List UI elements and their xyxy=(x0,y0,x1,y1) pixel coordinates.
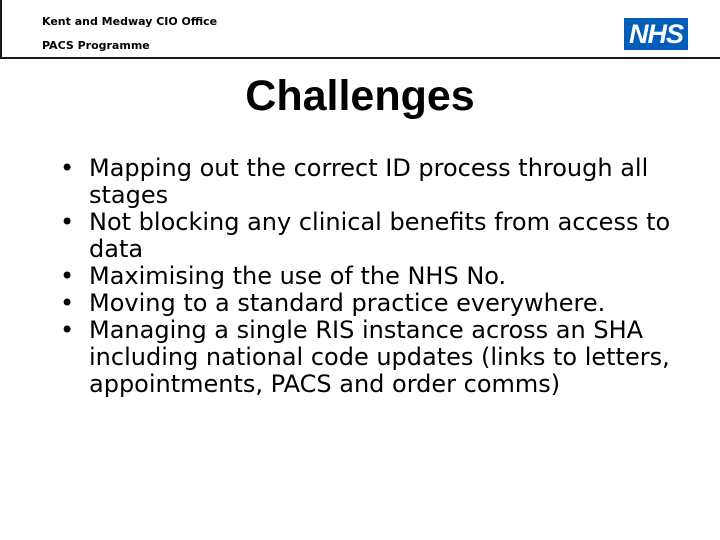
nhs-logo xyxy=(624,18,688,50)
bullet-icon: • xyxy=(60,262,75,290)
bullet-icon: • xyxy=(60,154,75,182)
header-left-border xyxy=(0,0,2,59)
bullet-item xyxy=(60,317,680,398)
bullet-item xyxy=(60,290,680,317)
bullet-icon: • xyxy=(60,208,75,236)
bullet-item xyxy=(60,209,680,263)
bullet-text: Not blocking any clinical benefits from access to data xyxy=(89,208,671,263)
slide-title: Challenges xyxy=(245,72,475,120)
bullet-text: Moving to a standard practice everywhere. xyxy=(89,289,606,317)
bullet-text: Mapping out the correct ID process through all stages xyxy=(89,154,649,209)
header-org: Kent and Medway CIO Office xyxy=(42,15,218,28)
bullet-icon: • xyxy=(60,289,75,317)
bullet-text: Maximising the use of the NHS No. xyxy=(89,262,507,290)
bullet-text: Managing a single RIS instance across an SHA including national code updates (links to letters, appointments, PACS and order comms) xyxy=(89,316,670,398)
slide-header xyxy=(0,0,720,59)
bullet-item xyxy=(60,263,680,290)
bullet-list xyxy=(60,155,680,398)
nhs-logo-text: NHS xyxy=(628,18,683,49)
bullet-item xyxy=(60,155,680,209)
bullet-icon: • xyxy=(60,316,75,344)
header-programme: PACS Programme xyxy=(42,39,150,52)
